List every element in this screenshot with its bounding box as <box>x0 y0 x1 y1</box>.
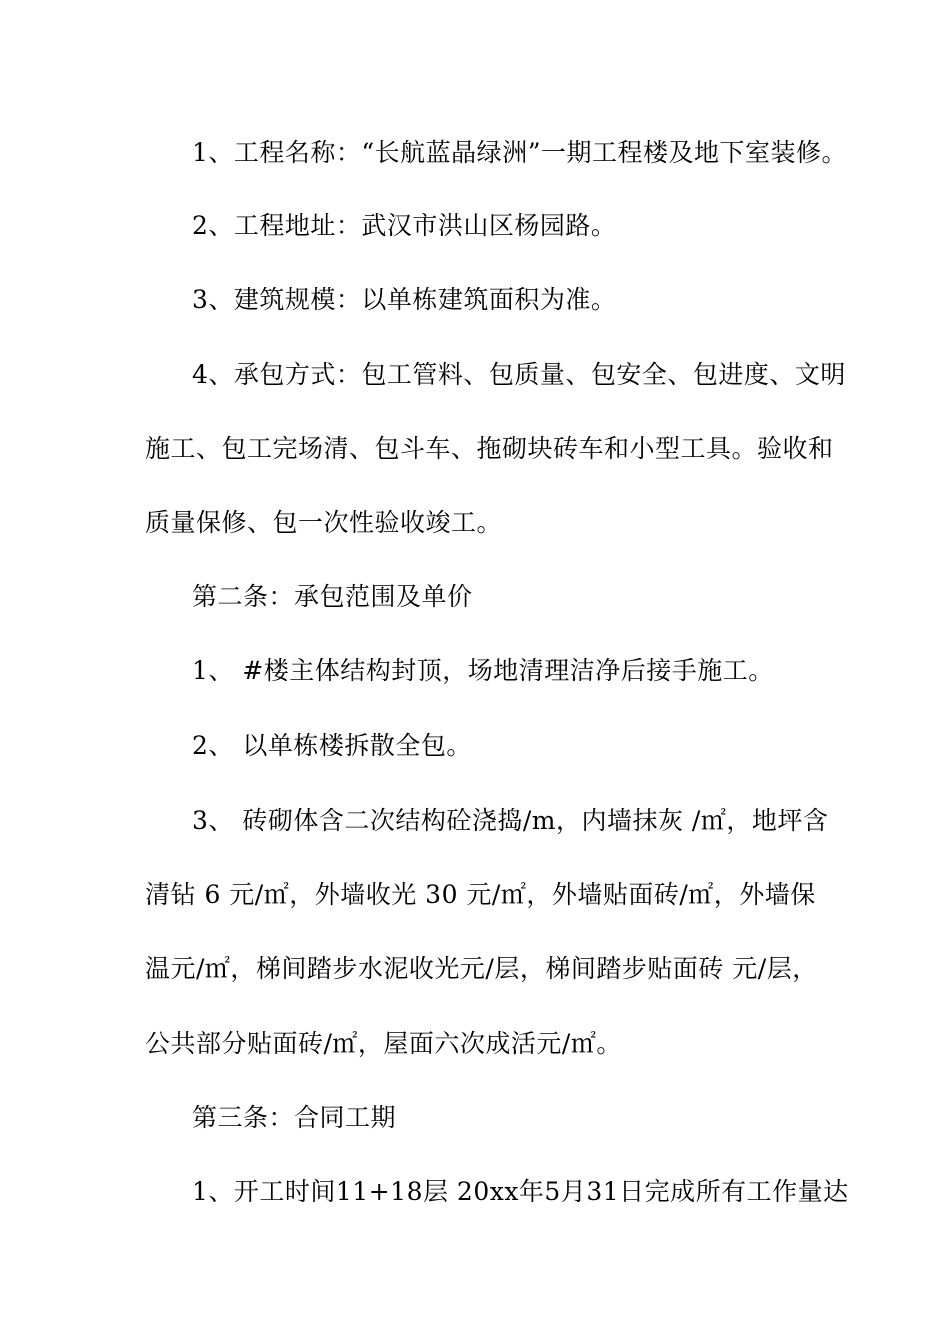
article-2-item-3-cont-3: 公共部分贴面砖/㎡，屋面六次成活元/㎡。 <box>145 1029 622 1058</box>
article-3-item-1: 1、开工时间11+18层 20xx年5月31日完成所有工作量达 <box>192 1177 849 1206</box>
item-contract-method: 4、承包方式：包工管料、包质量、包安全、包进度、文明 <box>192 360 846 389</box>
item-project-address: 2、工程地址：武汉市洪山区杨园路。 <box>192 211 617 240</box>
item-contract-method-cont-2: 质量保修、包一次性验收竣工。 <box>145 508 503 537</box>
article-2-item-3-cont-2: 温元/㎡，梯间踏步水泥收光元/层，梯间踏步贴面砖 元/层， <box>145 954 818 983</box>
article-2-item-2: 2、 以单栋楼拆散全包。 <box>192 731 472 760</box>
article-2-item-1: 1、 #楼主体结构封顶，场地清理洁净后接手施工。 <box>192 656 774 685</box>
item-contract-method-cont-1: 施工、包工完场清、包斗车、拖砌块砖车和小型工具。验收和 <box>145 434 834 463</box>
article-2-item-3: 3、 砖砌体含二次结构砼浇捣/m，内墙抹灰 /㎡，地坪含 <box>192 806 829 835</box>
article-3-heading: 第三条：合同工期 <box>192 1103 397 1132</box>
article-2-heading: 第二条：承包范围及单价 <box>192 582 473 611</box>
article-2-item-3-cont-1: 清钻 6 元/㎡，外墙收光 30 元/㎡，外墙贴面砖/㎡，外墙保 <box>145 880 816 909</box>
item-project-name: 1、工程名称：“长航蓝晶绿洲”一期工程楼及地下室装修。 <box>192 138 847 167</box>
item-building-scale: 3、建筑规模：以单栋建筑面积为准。 <box>192 285 617 314</box>
